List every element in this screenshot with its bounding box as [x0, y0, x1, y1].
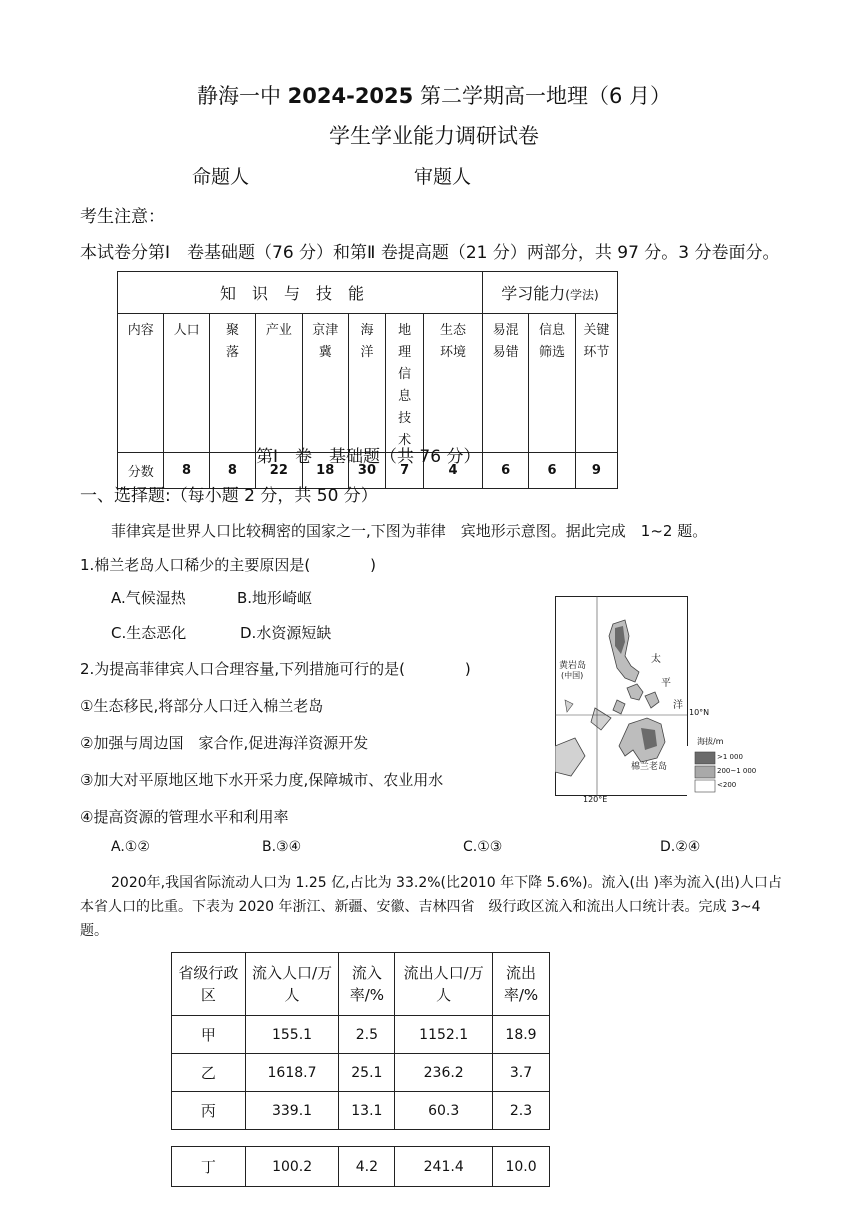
intro-migration-line3: 题。: [80, 923, 108, 939]
col-score: 6: [529, 453, 575, 489]
cell: 3.7: [493, 1054, 550, 1092]
col-header: 流入人口/万人: [245, 953, 339, 1016]
q1-option-a: A.气候湿热: [111, 589, 186, 607]
cell: 18.9: [493, 1016, 550, 1054]
col-name: 海洋: [348, 314, 385, 453]
title-year: 2024-2025: [287, 84, 414, 108]
label-120e: 120°E: [583, 795, 608, 804]
q2-item-2: ②加强与周边国 家合作,促进海洋资源开发: [80, 734, 369, 752]
title-school: 静海一中: [196, 84, 281, 108]
migration-table: [171, 952, 550, 1130]
cell: 丙: [172, 1092, 246, 1130]
cell: 339.1: [245, 1092, 339, 1130]
col-score: 22: [256, 453, 302, 489]
col-header: 流出人口/万人: [395, 953, 493, 1016]
choice-title: 一、选择题:（每小题 2 分，共 50 分）: [80, 486, 378, 506]
col-header: 流入率/%: [339, 953, 395, 1016]
col-score: 18: [302, 453, 348, 489]
q2-option-b: B.③④: [262, 839, 302, 855]
cell: 25.1: [339, 1054, 395, 1092]
legend-swatch-mid: [695, 766, 715, 778]
reviewer-label: 审题人: [414, 166, 472, 188]
cell: 乙: [172, 1054, 246, 1092]
table-row: [172, 1054, 550, 1092]
exam-title: [0, 80, 868, 110]
question-1: 1.棉兰老岛人口稀少的主要原因是( ): [80, 556, 377, 574]
cell: 2.3: [493, 1092, 550, 1130]
group-ability-note: (学法): [565, 288, 599, 302]
part-title: 第Ⅰ 卷 基础题（共 76 分）: [256, 447, 481, 467]
notice-label: 考生注意：: [80, 207, 165, 227]
table-row: [172, 1147, 550, 1187]
col-score: 8: [164, 453, 209, 489]
col-name: 关键环节: [575, 314, 617, 453]
col-name: 聚落: [209, 314, 255, 453]
group-ability-label: 学习能力: [501, 284, 566, 303]
legend-swatch-high: [695, 752, 715, 764]
q2-item-4: ④提高资源的管理水平和利用率: [80, 808, 289, 826]
philippines-terrain-map: [555, 596, 757, 804]
legend-swatch-low: [695, 780, 715, 792]
label-10n: 10°N: [689, 708, 710, 717]
group-knowledge: 知识与技能: [118, 272, 483, 314]
label-yang: 洋: [673, 700, 683, 711]
q2-item-1: ①生态移民,将部分人口迁入棉兰老岛: [80, 697, 324, 715]
cell: 10.0: [493, 1147, 550, 1187]
intro-philippines: 菲律宾是世界人口比较稠密的国家之一,下图为菲律 宾地形示意图。据此完成 1~2 题。: [111, 522, 708, 540]
q1-option-c: C.生态恶化: [111, 624, 187, 642]
label-ping: 平: [661, 678, 671, 689]
col-name: 京津冀: [302, 314, 348, 453]
cell: 241.4: [395, 1147, 493, 1187]
cell: 155.1: [245, 1016, 339, 1054]
col-name: 易混易错: [482, 314, 528, 453]
notice-text: 本试卷分第Ⅰ 卷基础题（76 分）和第Ⅱ 卷提高题（21 分）两部分，共 97 分。3 分卷面分。: [80, 243, 780, 263]
cell: 100.2: [245, 1147, 339, 1187]
legend-title: 海拔/m: [697, 737, 724, 746]
label-tai: 太: [651, 654, 661, 665]
setter-label: 命题人: [192, 166, 250, 188]
col-score: 4: [424, 453, 483, 489]
col-name: 地理信息技术: [386, 314, 424, 453]
legend-label-high: >1 000: [717, 753, 743, 761]
cell: 甲: [172, 1016, 246, 1054]
question-2: 2.为提高菲律宾人口合理容量,下列措施可行的是( ): [80, 660, 471, 678]
cell: 1152.1: [395, 1016, 493, 1054]
exam-subtitle: 学生学业能力调研试卷: [329, 124, 539, 148]
migration-table-continued: [171, 1146, 550, 1187]
col-name: 信息筛选: [529, 314, 575, 453]
q2-option-d: D.②④: [660, 839, 701, 855]
group-ability: [482, 272, 617, 314]
cell: 60.3: [395, 1092, 493, 1130]
col-score: 6: [482, 453, 528, 489]
table-row: [172, 1016, 550, 1054]
row-label-content: 内容: [118, 314, 164, 453]
intro-migration-line2: 本省人口的比重。下表为 2020 年浙江、新疆、安徽、吉林四省 级行政区流入和流出人口统计表。完成 3~4: [80, 899, 761, 915]
label-mindanao: 棉兰老岛: [631, 762, 668, 772]
col-score: 9: [575, 453, 617, 489]
col-header: 省级行政区: [172, 953, 246, 1016]
table-row: [172, 1092, 550, 1130]
cell: 2.5: [339, 1016, 395, 1054]
q2-item-3: ③加大对平原地区地下水开采力度,保障城市、农业用水: [80, 771, 444, 789]
q2-option-a: A.①②: [111, 839, 150, 855]
row-label-score: 分数: [118, 453, 164, 489]
col-score: 7: [386, 453, 424, 489]
cell: 236.2: [395, 1054, 493, 1092]
title-rest: 第二学期高一地理（6 月）: [419, 84, 672, 108]
q2-option-c: C.①③: [463, 839, 503, 855]
cell: 4.2: [339, 1147, 395, 1187]
label-huangyan-island: 黄岩岛: [559, 661, 587, 671]
col-name: 生态环境: [424, 314, 483, 453]
intro-migration-line1: 2020年,我国省际流动人口为 1.25 亿,占比为 33.2%(比2010 年下降 5.6%)。流入(出 )率为流入(出)人口占: [111, 875, 782, 891]
label-china: (中国): [561, 671, 584, 680]
legend-label-low: <200: [717, 781, 737, 789]
q1-option-b: B.地形崎岖: [237, 589, 313, 607]
cell: 丁: [172, 1147, 246, 1187]
col-header: 流出率/%: [493, 953, 550, 1016]
col-name: 产业: [256, 314, 302, 453]
cell: 1618.7: [245, 1054, 339, 1092]
col-score: 8: [209, 453, 255, 489]
cell: 13.1: [339, 1092, 395, 1130]
q1-option-d: D.水资源短缺: [240, 624, 332, 642]
col-score: 30: [348, 453, 385, 489]
col-name: 人口: [164, 314, 209, 453]
legend-label-mid: 200~1 000: [717, 767, 757, 775]
